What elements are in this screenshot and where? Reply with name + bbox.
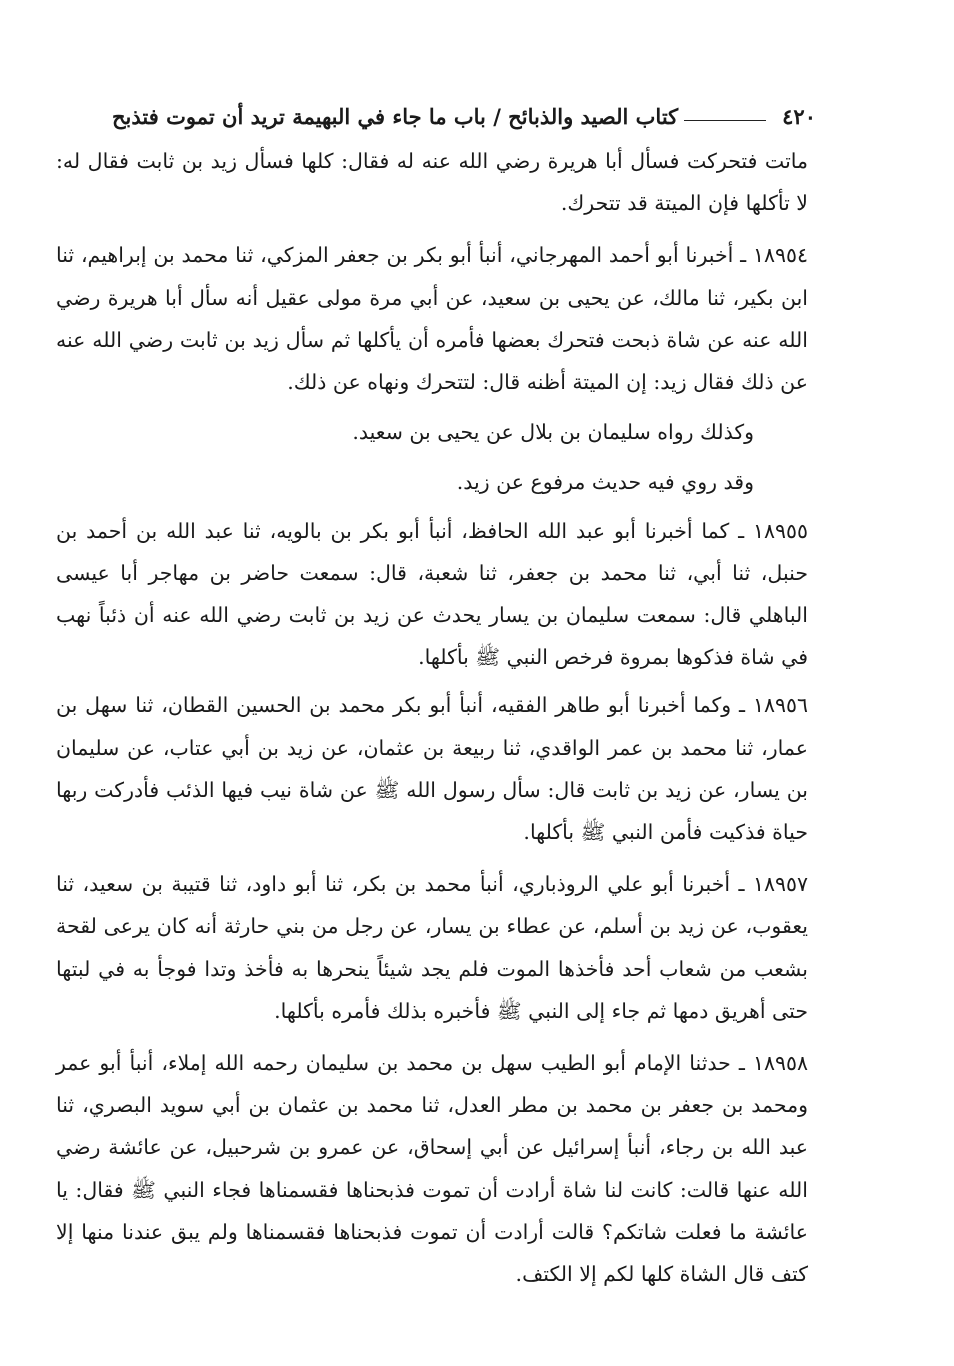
hadith-18958: ١٨٩٥٨ ـ حدثنا الإمام أبو الطيب سهل بن محمد بن سليمان رحمه الله إملاء، أنبأ أبو عمر ومحمد بن جعفر بن محمد بن مطر العدل، ثنا محمد بن عثمان بن أبي سويد البصري، ثنا عبد الله بن رجاء، أنبأ إسرائيل عن أبي إسحاق، عن عمرو بن شرحبيل، عن عائشة رضي الله عنها قالت: كانت لنا شاة أرادت أن تموت فذبحناها فقسمناها فجاء النبي ﷺ فقال: يا عائشة ما فعلت شاتكم؟ قالت أرادت أن تموت فذبحناها فقسمناها ولم يبق عندنا منها إلا كتف قال الشاة كلها لكم إلا الكتف.	[56, 1051, 808, 1287]
page-body	[56, 140, 808, 1295]
header-rule	[684, 120, 766, 121]
paragraph-continuation: ماتت فتحركت فسأل أبا هريرة رضي الله عنه له فقال: كلها فسأل زيد بن ثابت فقال له: لا تأكلها فإن الميتة قد تتحرك.	[56, 149, 808, 216]
hadith-18954: ١٨٩٥٤ ـ أخبرنا أبو أحمد المهرجاني، أنبأ أبو بكر بن جعفر المزكي، ثنا محمد بن إبراهيم، ثنا ابن بكير، ثنا مالك، عن يحيى بن سعيد، عن أبي مرة مولى عقيل أنه سأل أبا هريرة رضي الله عنه عن شاة ذبحت فتحرك بعضها فأمره أن يأكلها ثم سأل زيد بن ثابت رضي الله عنه عن ذلك فقال زيد: إن الميتة أظنه قال: لتتحرك ونهاه عن ذلك.	[56, 243, 808, 395]
hadith-18955: ١٨٩٥٥ ـ كما أخبرنا أبو عبد الله الحافظ، أنبأ أبو بكر بن بالويه، ثنا عبد الله بن أحمد بن حنبل، ثنا أبي، ثنا محمد بن جعفر، ثنا شعبة، قال: سمعت حاضر بن مهاجر أبا عيسى الباهلي قال: سمعت سليمان بن يسار يحدث عن زيد بن ثابت رضي الله عنه أن ذئباً نهب في شاة فذكوها بمروة فرخص النبي ﷺ بأكلها.	[56, 518, 808, 670]
note-line: وكذلك رواه سليمان بن بلال عن يحيى بن سعيد.	[352, 420, 754, 445]
hadith-18956: ١٨٩٥٦ ـ وكما أخبرنا أبو طاهر الفقيه، أنبأ أبو بكر محمد بن الحسين القطان، ثنا سهل بن عمار، ثنا محمد بن عمر الواقدي، ثنا ربيعة بن عثمان، عن زيد بن أبي عتاب، عن سليمان بن يسار، عن زيد بن ثابت قال: سأل رسول الله ﷺ عن شاة نيب فيها الذئب فأدركت ربها حياة فذكيت فأمن النبي ﷺ بأكلها.	[56, 693, 808, 845]
hadith-18957: ١٨٩٥٧ ـ أخبرنا أبو علي الروذباري، أنبأ محمد بن بكر، ثنا أبو داود، ثنا قتيبة بن سعيد، ثنا يعقوب، عن زيد بن أسلم، عن عطاء بن يسار، عن رجل من بني حارثة أنه كان يرعى لقحة بشعب من شعاب أحد فأخذها الموت فلم يجد شيئاً ينحرها به فأخذ وتدا فوجأ به في لبتها حتى أهريق دمها ثم جاء إلى النبي ﷺ فأخبره بذلك فأمره بأكلها.	[56, 872, 808, 1023]
chapter-title: كتاب الصيد والذبائح / باب ما جاء في البهيمة تريد أن تموت فتذبح	[112, 103, 679, 129]
page-number: ٤٢٠	[782, 103, 816, 129]
note-line: وقد روي فيه حديث مرفوع عن زيد.	[456, 470, 754, 495]
running-header	[28, 96, 816, 136]
